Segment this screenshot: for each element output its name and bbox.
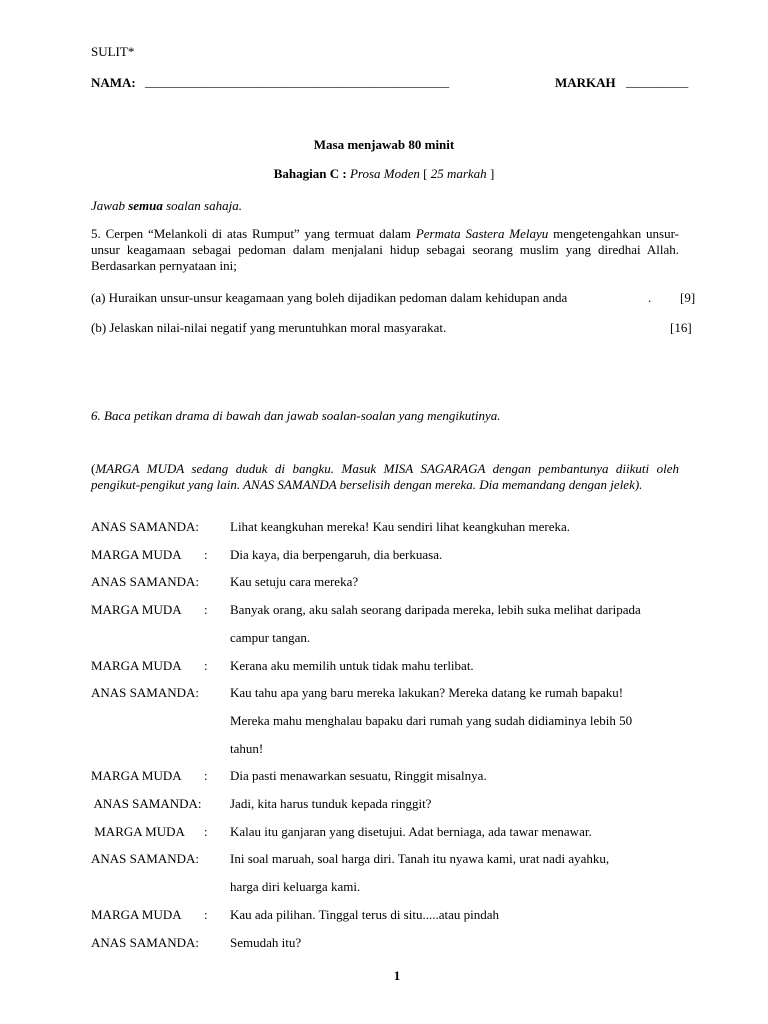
speaker-colon: : bbox=[204, 823, 208, 839]
speaker-name: MARGA MUDA bbox=[91, 823, 185, 839]
instruction bbox=[91, 198, 242, 214]
stage-direction bbox=[91, 461, 679, 493]
dialogue-line: campur tangan. bbox=[230, 629, 311, 645]
speaker-colon: : bbox=[204, 906, 208, 922]
bahagian-topic: Prosa Moden bbox=[349, 166, 420, 181]
dialogue-line: Mereka mahu menghalau bapaku dari rumah yang sudah didiaminya lebih 50 bbox=[230, 712, 633, 728]
markah-field-line[interactable]: __________ bbox=[626, 74, 689, 89]
question-5b-text: (b) Jelaskan nilai-nilai negatif yang meruntuhkan moral masyarakat. bbox=[91, 320, 447, 335]
page-number: 1 bbox=[393, 968, 401, 983]
stage-direction-text: MARGA MUDA sedang duduk di bangku. Masuk MISA SAGARAGA dengan pembantunya diikuti oleh pengikut-pengikut yang lain. ANAS SAMANDA berselisih dengan mereka. Dia memandang dengan jelek). bbox=[91, 461, 679, 492]
speaker-name: MARGA MUDA bbox=[91, 546, 182, 562]
bahagian-heading bbox=[0, 166, 768, 182]
dialogue-line: Lihat keangkuhan mereka! Kau sendiri lihat keangkuhan mereka. bbox=[230, 519, 571, 534]
dialogue-line: Kau setuju cara mereka? bbox=[230, 574, 359, 590]
dialogue-line: Semudah itu? bbox=[230, 934, 302, 950]
question-5-post: mengetengahkan unsur-unsur keagamaan sebagai pedoman dalam menjalani hidup sebagai seorang muslim yang diredhai Allah. Berdasarkan pernyataan ini; bbox=[91, 226, 679, 273]
bahagian-marks: 25 markah bbox=[430, 166, 487, 181]
speaker-colon: : bbox=[204, 546, 208, 562]
dialogue-line: Kau ada pilihan. Tinggal terus di situ.....atau pindah bbox=[230, 906, 499, 922]
speaker-name: ANAS SAMANDA: bbox=[91, 519, 199, 534]
question-5a-text: (a) Huraikan unsur-unsur keagamaan yang boleh dijadikan pedoman dalam kehidupan anda bbox=[91, 290, 568, 305]
bahagian-bracket-open: [ bbox=[423, 166, 428, 181]
dialogue-line: Banyak orang, aku salah seorang daripada mereka, lebih suka melihat daripada bbox=[230, 602, 641, 618]
markah-label: MARKAH bbox=[555, 75, 616, 90]
speaker-name: MARGA MUDA bbox=[91, 602, 182, 618]
speaker-colon: : bbox=[204, 768, 208, 784]
question-6-text: 6. Baca petikan drama di bawah dan jawab soalan-soalan yang mengikutinya. bbox=[91, 408, 501, 423]
dialogue-line: Kerana aku memilih untuk tidak mahu terlibat. bbox=[230, 657, 474, 673]
speaker-name: ANAS SAMANDA: bbox=[91, 685, 199, 701]
instruction-pre: Jawab bbox=[91, 198, 129, 213]
bahagian-label: Bahagian C : bbox=[273, 166, 347, 181]
instruction-bold: semua bbox=[128, 198, 163, 213]
speaker-name: ANAS SAMANDA: bbox=[91, 796, 202, 811]
question-5a-marks: [9] bbox=[680, 290, 696, 305]
instruction-post: soalan sahaja. bbox=[162, 198, 242, 213]
question-5a-dot: . bbox=[648, 290, 652, 305]
speaker-colon: : bbox=[204, 602, 208, 618]
stage-direction-open: ( bbox=[91, 461, 96, 476]
dialogue-line: tahun! bbox=[230, 740, 264, 756]
speaker-name: MARGA MUDA bbox=[91, 657, 182, 673]
dialogue-line: Dia pasti menawarkan sesuatu, Ringgit misalnya. bbox=[230, 768, 487, 784]
nama-field-line[interactable]: _________________________________________________ bbox=[145, 74, 449, 89]
dialogue-line: Dia kaya, dia berpengaruh, dia berkuasa. bbox=[230, 546, 443, 562]
speaker-name: ANAS SAMANDA: bbox=[91, 574, 199, 590]
dialogue-line: Kau tahu apa yang baru mereka lakukan? Mereka datang ke rumah bapaku! bbox=[230, 685, 624, 701]
speaker-name: ANAS SAMANDA: bbox=[91, 851, 199, 867]
dialogue-line: Kalau itu ganjaran yang disetujui. Adat berniaga, ada tawar menawar. bbox=[230, 823, 592, 839]
dialogue-line: harga diri keluarga kami. bbox=[230, 879, 361, 895]
question-5b-marks: [16] bbox=[670, 320, 692, 335]
dialogue-line: Jadi, kita harus tunduk kepada ringgit? bbox=[230, 796, 432, 811]
question-5-book-title: Permata Sastera Melayu bbox=[415, 226, 549, 241]
sulit-label: SULIT* bbox=[91, 44, 135, 59]
dialogue-line: Ini soal maruah, soal harga diri. Tanah itu nyawa kami, urat nadi ayahku, bbox=[230, 851, 610, 867]
masa-heading: Masa menjawab 80 minit bbox=[313, 137, 455, 152]
speaker-name: ANAS SAMANDA: bbox=[91, 934, 199, 950]
question-5-pre: 5. Cerpen “Melankoli di atas Rumput” yang termuat dalam bbox=[91, 226, 416, 241]
question-5-text bbox=[91, 226, 679, 274]
speaker-colon: : bbox=[204, 657, 208, 673]
bahagian-bracket-close: ] bbox=[489, 166, 495, 181]
speaker-name: MARGA MUDA bbox=[91, 906, 182, 922]
speaker-name: MARGA MUDA bbox=[91, 768, 182, 784]
nama-label: NAMA: bbox=[91, 75, 136, 90]
